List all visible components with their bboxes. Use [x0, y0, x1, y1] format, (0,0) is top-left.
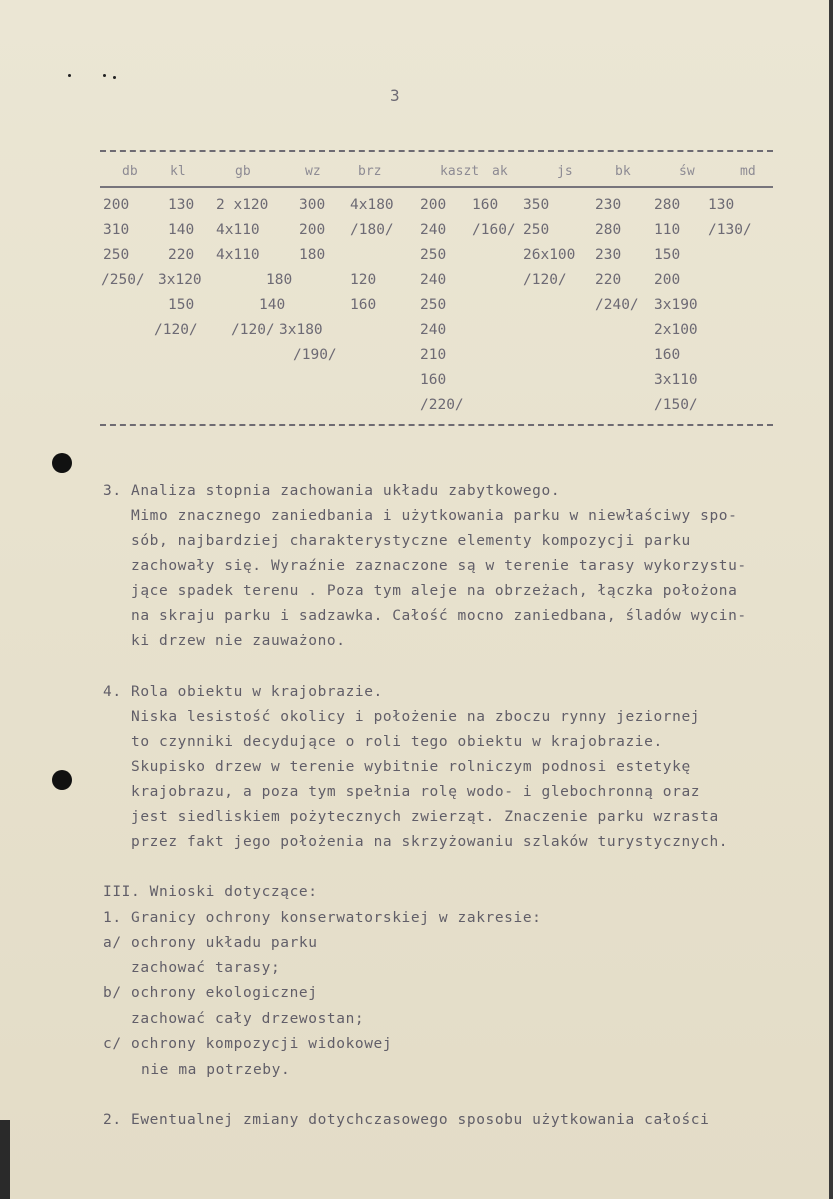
section-III-heading: III. Wnioski dotyczące: — [103, 884, 318, 900]
section-4-line: to czynniki decydujące o roli tego obiektu w krajobrazie. — [131, 734, 663, 750]
table-cell: 230 — [595, 197, 622, 213]
table-header-cell: db — [122, 164, 138, 179]
section-3-line: sób, najbardziej charakterystyczne elementy kompozycji parku — [131, 533, 691, 549]
conclusion-a-text: zachować tarasy; — [131, 960, 281, 976]
table-cell: 3x190 — [654, 297, 698, 313]
table-cell: 220 — [595, 272, 622, 288]
table-cell: 4x180 — [350, 197, 394, 213]
section-4-line: krajobrazu, a poza tym spełnia rolę wodo- i glebochronną oraz — [131, 784, 701, 800]
ink-speck — [113, 76, 116, 79]
table-cell: 140 — [259, 297, 286, 313]
conclusion-a-label: a/ ochrony układu parku — [103, 935, 318, 951]
section-3-line: jące spadek terenu . Poza tym aleje na obrzeżach, łączka położona — [131, 583, 738, 599]
table-cell: 140 — [168, 222, 195, 238]
table-cell: 110 — [654, 222, 681, 238]
section-3-heading: 3. Analiza stopnia zachowania układu zabytkowego. — [103, 483, 561, 499]
table-cell: 300 — [299, 197, 326, 213]
table-header-cell: św — [679, 164, 695, 179]
table-header-cell: js — [557, 164, 573, 179]
table-cell: 3x120 — [158, 272, 202, 288]
table-cell: 250 — [420, 247, 447, 263]
table-cell: 200 — [103, 197, 130, 213]
table-cell: /240/ — [595, 297, 639, 313]
table-cell: 2 x120 — [216, 197, 269, 213]
table-header-cell: gb — [235, 164, 251, 179]
section-3-line: na skraju parku i sadzawka. Całość mocno zaniedbana, śladów wycin- — [131, 608, 747, 624]
table-cell: 200 — [420, 197, 447, 213]
table-cell: 210 — [420, 347, 447, 363]
section-3-line: Mimo znacznego zaniedbania i użytkowania parku w niewłaściwy spo- — [131, 508, 738, 524]
table-top-rule — [100, 150, 773, 152]
conclusion-c-label: c/ ochrony kompozycji widokowej — [103, 1036, 393, 1052]
table-cell: 180 — [266, 272, 293, 288]
table-cell: 350 — [523, 197, 550, 213]
ink-speck — [103, 74, 106, 77]
table-cell: /120/ — [231, 322, 275, 338]
punch-hole — [52, 770, 72, 790]
table-cell: 220 — [168, 247, 195, 263]
section-3-line: zachowały się. Wyraźnie zaznaczone są w terenie tarasy wykorzystu- — [131, 558, 747, 574]
table-cell: 150 — [654, 247, 681, 263]
conclusion-item-1: 1. Granicy ochrony konserwatorskiej w zakresie: — [103, 910, 542, 926]
table-cell: 240 — [420, 222, 447, 238]
table-cell: 160 — [472, 197, 499, 213]
section-4-heading: 4. Rola obiektu w krajobrazie. — [103, 684, 383, 700]
table-header-cell: brz — [358, 164, 382, 179]
table-cell: 130 — [708, 197, 735, 213]
table-cell: 3x180 — [279, 322, 323, 338]
table-cell: 120 — [350, 272, 377, 288]
table-cell: 250 — [523, 222, 550, 238]
section-4-line: Niska lesistość okolicy i położenie na zboczu rynny jeziornej — [131, 709, 701, 725]
scan-edge — [0, 1120, 10, 1199]
table-header-cell: bk — [615, 164, 631, 179]
ink-speck — [68, 74, 71, 77]
table-cell: /150/ — [654, 397, 698, 413]
conclusion-b-text: zachować cały drzewostan; — [131, 1011, 365, 1027]
table-cell: /160/ — [472, 222, 516, 238]
table-cell: 250 — [103, 247, 130, 263]
section-4-line: przez fakt jego położenia na skrzyżowaniu szlaków turystycznych. — [131, 834, 729, 850]
page-number: 3 — [390, 86, 400, 105]
table-cell: 4x110 — [216, 247, 260, 263]
table-cell: 280 — [654, 197, 681, 213]
table-cell: 2x100 — [654, 322, 698, 338]
table-cell: /120/ — [523, 272, 567, 288]
punch-hole — [52, 453, 72, 473]
table-cell: 160 — [420, 372, 447, 388]
table-cell: /130/ — [708, 222, 752, 238]
scan-edge — [829, 0, 833, 1199]
conclusion-c-text: nie ma potrzeby. — [141, 1062, 291, 1078]
table-cell: 150 — [168, 297, 195, 313]
table-cell: 240 — [420, 322, 447, 338]
table-cell: 180 — [299, 247, 326, 263]
table-cell: 310 — [103, 222, 130, 238]
table-cell: 160 — [350, 297, 377, 313]
conclusion-item-2: 2. Ewentualnej zmiany dotychczasowego sposobu użytkowania całości — [103, 1112, 710, 1128]
table-cell: /180/ — [350, 222, 394, 238]
table-cell: 200 — [299, 222, 326, 238]
table-cell: 4x110 — [216, 222, 260, 238]
table-cell: 240 — [420, 272, 447, 288]
table-header-cell: kl — [170, 164, 186, 179]
table-cell: 250 — [420, 297, 447, 313]
table-cell: 160 — [654, 347, 681, 363]
table-cell: 3x110 — [654, 372, 698, 388]
section-4-line: Skupisko drzew w terenie wybitnie rolniczym podnosi estetykę — [131, 759, 691, 775]
table-header-rule — [100, 186, 773, 188]
table-cell: 200 — [654, 272, 681, 288]
table-cell: 26x100 — [523, 247, 576, 263]
table-cell: /220/ — [420, 397, 464, 413]
conclusion-b-label: b/ ochrony ekologicznej — [103, 985, 318, 1001]
table-cell: 280 — [595, 222, 622, 238]
table-header-cell: md — [740, 164, 756, 179]
table-bottom-rule — [100, 424, 773, 426]
table-cell: 230 — [595, 247, 622, 263]
table-cell: /190/ — [293, 347, 337, 363]
table-cell: /250/ — [101, 272, 145, 288]
section-4-line: jest siedliskiem pożytecznych zwierząt. Znaczenie parku wzrasta — [131, 809, 719, 825]
section-3-line: ki drzew nie zauważono. — [131, 633, 346, 649]
table-header-cell: wz — [305, 164, 321, 179]
table-header-cell: ak — [492, 164, 508, 179]
table-header-cell: kaszt — [440, 164, 480, 179]
table-cell: /120/ — [154, 322, 198, 338]
table-cell: 130 — [168, 197, 195, 213]
